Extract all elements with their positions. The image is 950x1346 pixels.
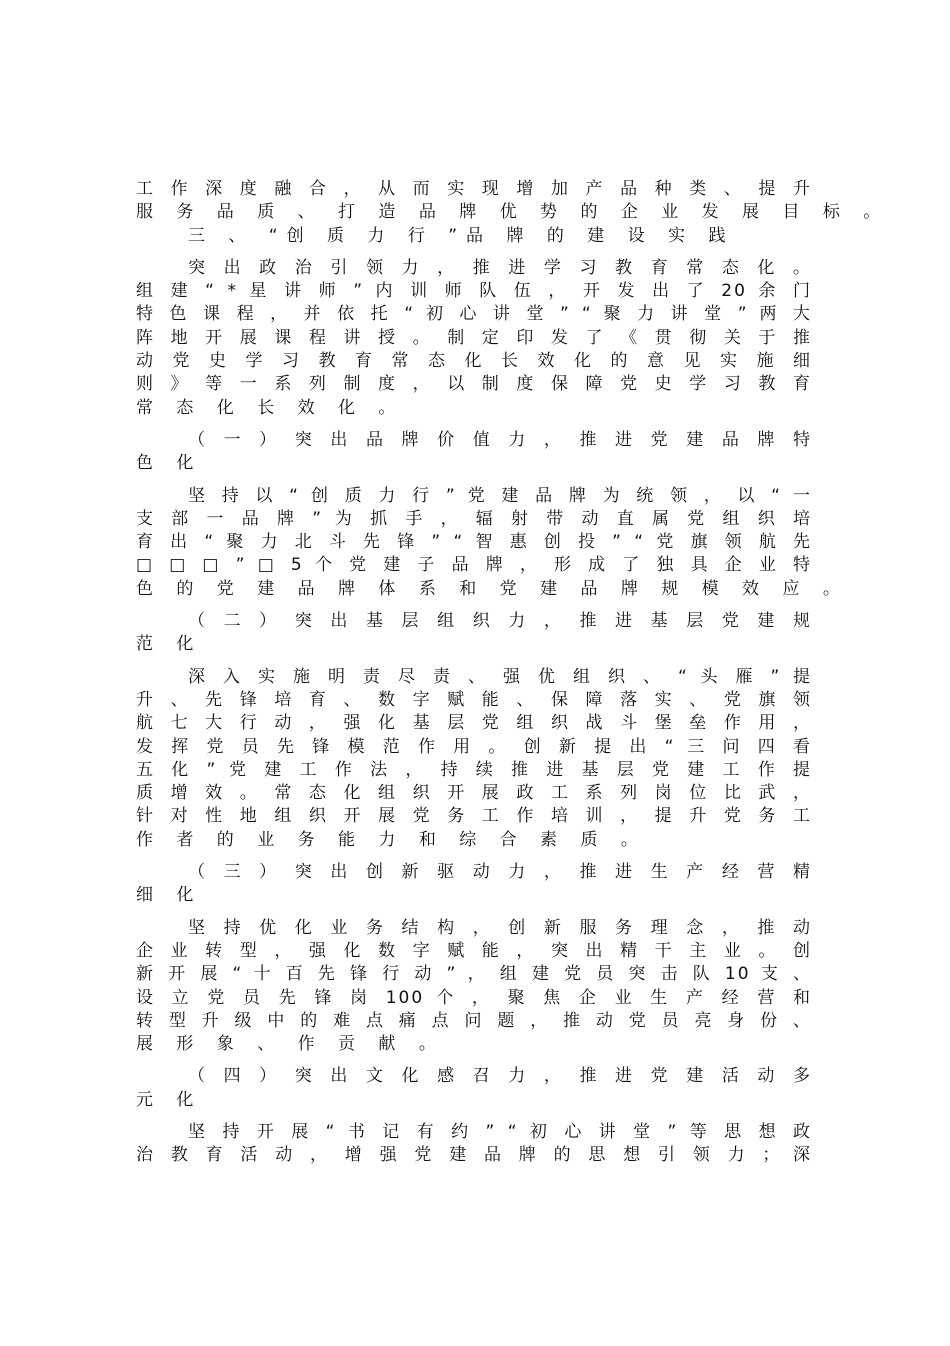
text-line: 设 立 党 员 先 锋 岗 100 个 ， 聚 焦 企 业 生 产 经 营 和 — [136, 987, 812, 1008]
text-line: 动 党 史 学 习 教 育 常 态 化 长 效 化 的 意 见 实 施 细 — [136, 351, 812, 372]
subheading-text: 色 化 — [136, 453, 203, 474]
text-line: 针 对 性 地 组 织 开 展 党 务 工 作 培 训 ， 提 升 党 务 工 — [136, 806, 812, 827]
text-line: 育 出 “ 聚 力 北 斗 先 锋 ” “ 智 惠 创 投 ” “ 党 旗 领 航 先 — [136, 532, 812, 553]
subheading-text: （ 三 ） 突 出 创 新 驱 动 力 ， 推 进 生 产 经 营 精 — [188, 862, 812, 883]
heading-text: 三 、 “创 质 力 行 ”品 牌 的 建 设 实 践 — [188, 225, 735, 246]
text-line: □ □ □ ” □ 5 个 党 建 子 品 牌 ， 形 成 了 独 具 企 业 特 — [136, 555, 812, 576]
text-line: 发 挥 党 员 先 锋 模 范 作 用 。 创 新 提 出 “ 三 问 四 看 — [136, 736, 812, 757]
text-line: 组 建 “ * 星 讲 师 ” 内 训 师 队 伍 ， 开 发 出 了 20 余 门 — [136, 281, 812, 302]
paragraph-brand-value — [136, 485, 849, 601]
subheading-text: 元 化 — [136, 1089, 203, 1110]
section-heading — [136, 225, 812, 248]
text-line: 作 者 的 业 务 能 力 和 综 合 素 质 。 — [136, 829, 647, 850]
text-line: 色 的 党 建 品 牌 体 系 和 党 建 品 牌 规 模 效 应 。 — [136, 578, 849, 599]
text-line: 特 色 课 程 ， 并 依 托 “ 初 心 讲 堂 ” “ 聚 力 讲 堂 ” 两 大 — [136, 304, 812, 325]
subheading-3 — [136, 861, 812, 908]
text-line: 深 入 实 施 明 责 尽 责 、 强 优 组 织 、 “ 头 雁 ” 提 — [188, 666, 812, 687]
text-line: 升 、 先 锋 培 育 、 数 字 赋 能 、 保 障 落 实 、 党 旗 领 — [136, 689, 812, 710]
subheading-text: 范 化 — [136, 634, 203, 655]
text-line: 新 开 展 “ 十 百 先 锋 行 动 ” ， 组 建 党 员 突 击 队 10 支 、 — [136, 964, 812, 985]
text-line: 坚 持 开 展 “ 书 记 有 约 ” “ 初 心 讲 堂 ” 等 思 想 政 — [188, 1121, 812, 1142]
text-line: 坚 持 以 “ 创 质 力 行 ” 党 建 品 牌 为 统 领 ， 以 “ 一 — [188, 485, 812, 506]
text-line: 航 七 大 行 动 ， 强 化 基 层 党 组 织 战 斗 堡 垒 作 用 ， — [136, 713, 812, 734]
subheading-4 — [136, 1065, 812, 1112]
text-line: 质 增 效 。 常 态 化 组 织 开 展 政 工 系 列 岗 位 比 武 ， — [136, 783, 812, 804]
text-line: 工 作 深 度 融 合 ， 从 而 实 现 增 加 产 品 种 类 、 提 升 — [136, 179, 812, 199]
text-line: 五 化 ” 党 建 工 作 法 ， 持 续 推 进 基 层 党 建 工 作 提 — [136, 759, 812, 780]
text-line: 服 务 品 质 、 打 造 品 牌 优 势 的 企 业 发 展 目 标 。 — [136, 202, 890, 223]
subheading-text: 细 化 — [136, 885, 203, 906]
text-line: 支 部 一 品 牌 ” 为 抓 手 ， 辐 射 带 动 直 属 党 组 织 培 — [136, 508, 812, 529]
paragraph-grassroots — [136, 666, 812, 852]
subheading-1 — [136, 429, 812, 476]
subheading-text: （ 一 ） 突 出 品 牌 价 值 力 ， 推 进 党 建 品 牌 特 — [188, 429, 812, 450]
subheading-text: （ 二 ） 突 出 基 层 组 织 力 ， 推 进 基 层 党 建 规 — [188, 611, 812, 632]
paragraph-political-leadership — [136, 257, 812, 420]
text-line: 转 型 升 级 中 的 难 点 痛 点 问 题 ， 推 动 党 员 亮 身 份 、 — [136, 1010, 812, 1031]
subheading-2 — [136, 610, 812, 657]
text-line: 常 态 化 长 效 化 。 — [136, 397, 405, 418]
text-line: 阵 地 开 展 课 程 讲 授 。 制 定 印 发 了 《 贯 彻 关 于 推 — [136, 327, 812, 348]
subheading-text: （ 四 ） 突 出 文 化 感 召 力 ， 推 进 党 建 活 动 多 — [188, 1066, 812, 1087]
paragraph-innovation — [136, 917, 812, 1057]
text-line: 治 教 育 活 动 ， 增 强 党 建 品 牌 的 思 想 引 领 力 ； 深 — [136, 1145, 812, 1166]
paragraph-culture — [136, 1121, 812, 1168]
paragraph-continuation — [136, 178, 890, 225]
document-body — [136, 178, 890, 1168]
text-line: 展 形 象 、 作 贡 献 。 — [136, 1034, 445, 1055]
text-line: 坚 持 优 化 业 务 结 构 ， 创 新 服 务 理 念 ， 推 动 — [188, 917, 812, 938]
text-line: 企 业 转 型 ， 强 化 数 字 赋 能 ， 突 出 精 干 主 业 。 创 — [136, 940, 812, 961]
text-line: 则 》 等 一 系 列 制 度 ， 以 制 度 保 障 党 史 学 习 教 育 — [136, 374, 812, 395]
text-line: 突 出 政 治 引 领 力 ， 推 进 学 习 教 育 常 态 化 。 — [188, 257, 812, 278]
